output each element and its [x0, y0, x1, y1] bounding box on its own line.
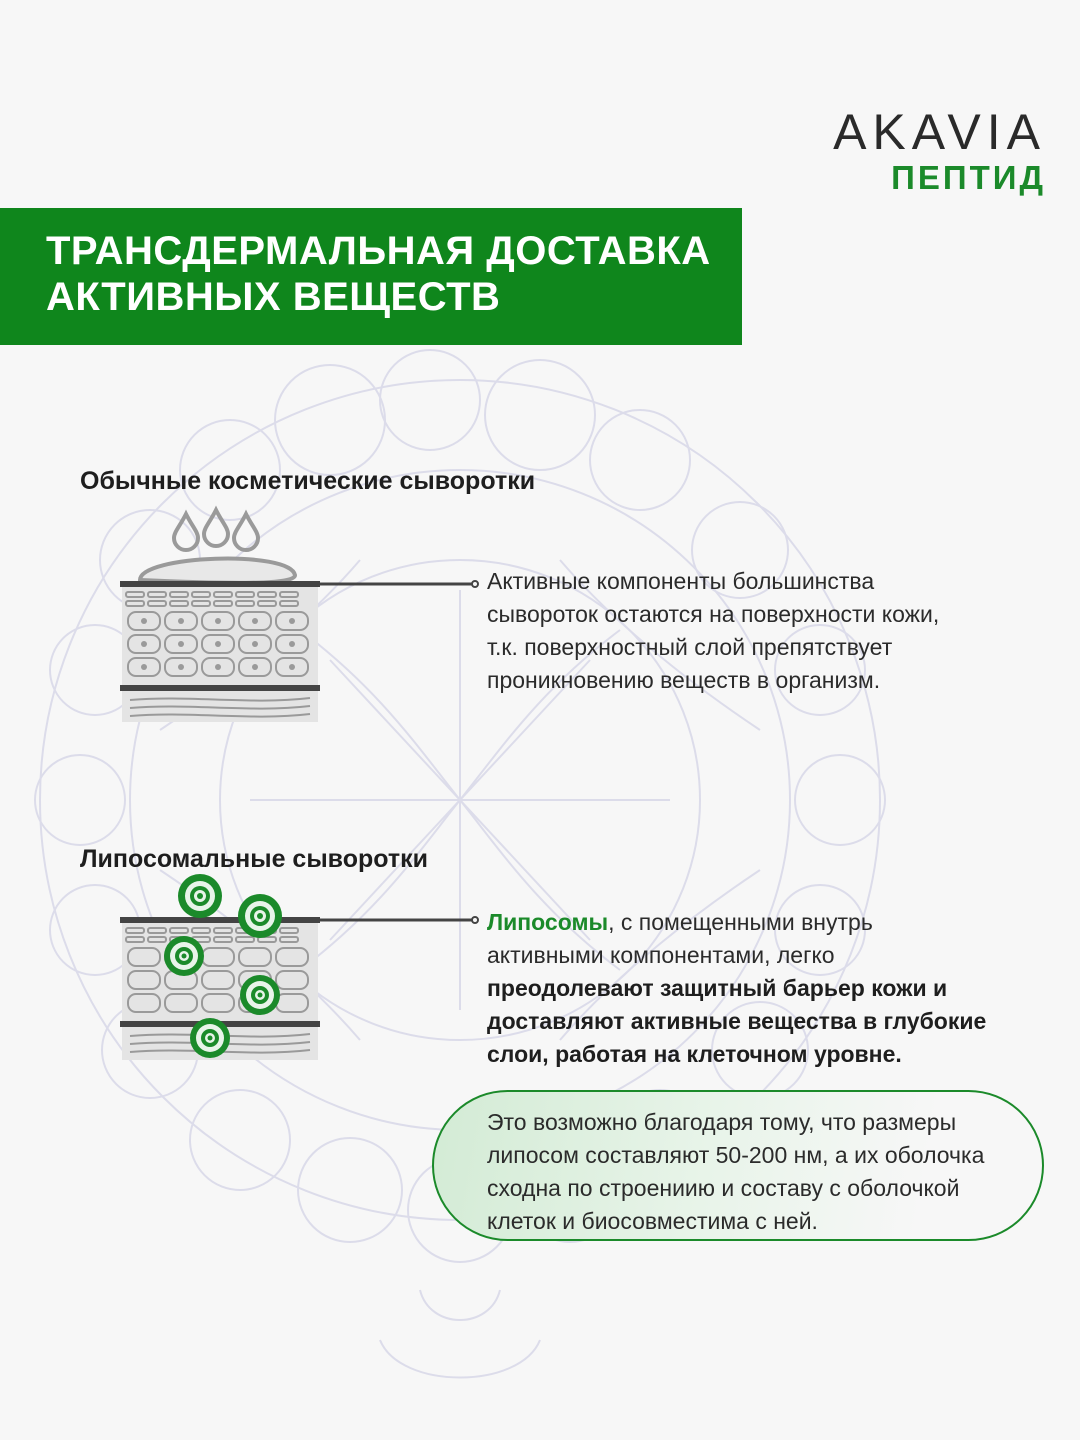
- skin-diagram-regular: [110, 500, 490, 730]
- text-line: т.к. поверхностный слой препятствует: [487, 634, 893, 660]
- skin-diagram-liposomal: [110, 868, 490, 1068]
- section-title-liposomal-serums: Липосомальные сыворотки: [80, 845, 429, 873]
- text-line-bold: слои, работая на клеточном уровне.: [487, 1041, 902, 1067]
- text-line: Это возможно благодаря тому, что размеры: [487, 1109, 957, 1135]
- text-line-bold: доставляют активные вещества в глубокие: [487, 1008, 987, 1034]
- text-line: [487, 906, 1057, 939]
- text-fragment: , с помещенными внутрь: [608, 909, 873, 935]
- note-text: [487, 1106, 1047, 1238]
- brand-logo: [833, 104, 1046, 196]
- page-title: [46, 228, 736, 320]
- text-line: сходна по строениию и составу с оболочкой: [487, 1175, 960, 1201]
- page-title-line-2: АКТИВНЫХ ВЕЩЕСТВ: [46, 275, 501, 319]
- text-line: проникновению веществ в организм.: [487, 667, 881, 693]
- text-line: активными компонентами, легко: [487, 942, 835, 968]
- brand-name: AKAVIA: [833, 104, 1046, 160]
- section-title-regular-serums: Обычные косметические сыворотки: [80, 467, 536, 495]
- regular-serums-description: [487, 565, 1047, 697]
- text-line: Активные компоненты большинства: [487, 568, 875, 594]
- text-line: клеток и биосовместима с ней.: [487, 1208, 818, 1234]
- liposomes-highlight: Липосомы: [487, 909, 609, 935]
- droplets-icon: [174, 510, 258, 550]
- text-line: липосом составляют 50-200 нм, а их оболочка: [487, 1142, 985, 1168]
- page-title-line-1: ТРАНСДЕРМАЛЬНАЯ ДОСТАВКА: [46, 229, 711, 273]
- text-line: сывороток остаются на поверхности кожи,: [487, 601, 940, 627]
- brand-subtitle: ПЕПТИД: [891, 159, 1046, 196]
- text-line-bold: преодолевают защитный барьер кожи и: [487, 975, 948, 1001]
- liposomal-serums-description: [487, 906, 1057, 1071]
